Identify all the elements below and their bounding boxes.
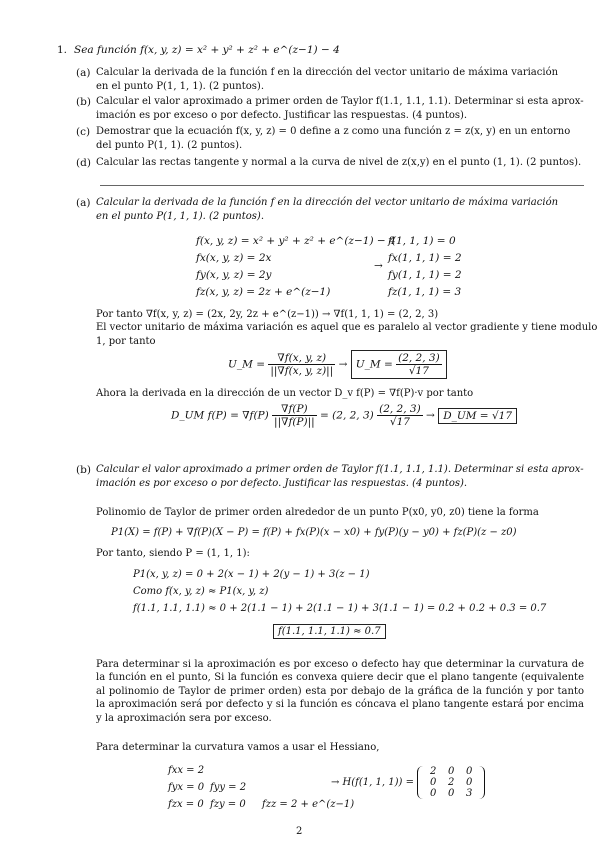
part-a-line1: Calcular la derivada de la función f en la dirección del vector unitario de máxima variación bbox=[96, 67, 559, 78]
matrix-cell: 0 bbox=[447, 766, 455, 777]
matrix-cell: 0 bbox=[465, 777, 473, 788]
sol-a-arrow: → bbox=[374, 260, 383, 272]
um-box-numerator: (2, 2, 3) bbox=[398, 352, 440, 364]
part-b-label: (b) bbox=[76, 96, 91, 108]
sol-a-deriv-text: Ahora la derivada en la dirección de un vector D_v f(P) = ∇f(P)·v por tanto bbox=[96, 388, 474, 399]
matrix-cell: 0 bbox=[465, 766, 473, 777]
hess-fyx: fyx = 0 bbox=[168, 782, 205, 793]
sol-a-deriv-formula: D_UM f(P) = ∇f(P) $\frac{\nabla f(P)}{||\nabla f(P)||}$ = (2, 2, 3) $\frac{(2, 2, 3)}{√17}$ → D_UM = √17 bbox=[171, 403, 517, 428]
hessian-matrix bbox=[417, 766, 485, 799]
sol-b-label: (b) bbox=[76, 464, 91, 476]
problem-number: 1. bbox=[57, 44, 68, 56]
d-denominator1: ||∇f(P)|| bbox=[274, 416, 315, 428]
um-fraction bbox=[268, 352, 335, 377]
um-numerator: ∇f(x, y, z) bbox=[268, 352, 335, 365]
hess-fzy: fzy = 0 bbox=[210, 799, 246, 810]
part-c-label: (c) bbox=[76, 126, 91, 138]
d-fraction1 bbox=[272, 403, 317, 428]
sol-a-eq-right-3: fz(1, 1, 1) = 3 bbox=[388, 286, 462, 298]
d-fraction2 bbox=[377, 403, 423, 428]
matrix-row bbox=[424, 777, 478, 788]
sol-a-eq-right-1: fx(1, 1, 1) = 2 bbox=[388, 252, 462, 264]
um-box-fraction bbox=[396, 352, 442, 377]
sol-a-eq-right-0: f(1, 1, 1) = 0 bbox=[388, 235, 456, 247]
d-mid: = (2, 2, 3) bbox=[320, 409, 374, 422]
hess-fxx: fxx = 2 bbox=[168, 765, 205, 776]
matrix-cell: 2 bbox=[429, 766, 437, 777]
part-b-line2: imación es por exceso o por defecto. Justificar las respuestas. (4 puntos). bbox=[96, 110, 468, 121]
sol-b-p1-eq: P1(x, y, z) = 0 + 2(x − 1) + 2(y − 1) + 3(z − 1) bbox=[133, 569, 370, 580]
sol-a-eq-left-3: fz(x, y, z) = 2z + e^(z−1) bbox=[196, 286, 331, 298]
hess-fzx: fzx = 0 bbox=[168, 799, 204, 810]
sol-a-eq-left-1: fx(x, y, z) = 2x bbox=[196, 252, 272, 264]
sol-a-eq-left-0: f(x, y, z) = x² + y² + z² + e^(z−1) − 4 bbox=[196, 235, 396, 247]
sol-b-siendo: Por tanto, siendo P = (1, 1, 1): bbox=[96, 548, 250, 559]
hess-lhs: → H(f(1, 1, 1)) = bbox=[331, 777, 414, 788]
sol-a-unit-text2: 1, por tanto bbox=[96, 336, 156, 347]
um-box-lhs: U_M = bbox=[355, 358, 393, 371]
sol-b-para2: Para determinar la curvatura vamos a usar el Hessiano, bbox=[96, 742, 380, 753]
part-c-line1: Demostrar que la ecuación f(x, y, z) = 0 define a z como una función z = z(x, y) en un entorno bbox=[96, 126, 571, 137]
sol-a-label: (a) bbox=[76, 197, 91, 209]
sol-a-gradient: Por tanto ∇f(x, y, z) = (2x, 2y, 2z + e^(z−1)) → ∇f(1, 1, 1) = (2, 2, 3) bbox=[96, 309, 439, 320]
sol-b-como: Como f(x, y, z) ≈ P1(x, y, z) bbox=[133, 586, 269, 597]
sol-b-para1: Para determinar si la aproximación es por exceso o defecto hay que determinar la curvatura de la función en el punto, Si la función es convexa quiere decir que el plano tangente (equivalente al polinomio de Taylor de primer orden) esta por debajo de la gráfica de la función y por tanto la aproximación será por defecto y si la función es cóncava el plano tangente estará por encima y la aproximación sera por exceso. bbox=[96, 659, 584, 724]
d-lhs: D_UM f(P) = ∇f(P) bbox=[171, 409, 269, 422]
sol-b-approx-box: f(1.1, 1.1, 1.1) ≈ 0.7 bbox=[273, 624, 386, 639]
section-divider bbox=[100, 185, 584, 186]
um-result-box bbox=[351, 350, 447, 379]
um-denominator: ||∇f(x, y, z)|| bbox=[270, 365, 334, 377]
sol-b-approx-eq: f(1.1, 1.1, 1.1) ≈ 0 + 2(1.1 − 1) + 2(1.1 − 1) + 3(1.1 − 1) = 0.2 + 0.2 + 0.3 = 0.7 bbox=[133, 603, 547, 614]
sol-b-title-line2: imación es por exceso o por defecto. Justificar las respuestas. (4 puntos). bbox=[96, 478, 468, 489]
d-numerator2: (2, 2, 3) bbox=[379, 403, 421, 415]
um-box-denominator: √17 bbox=[408, 365, 429, 377]
matrix-cell: 0 bbox=[429, 777, 437, 788]
matrix-row bbox=[424, 766, 478, 777]
d-result-box: D_UM = √17 bbox=[438, 408, 517, 424]
hessian bbox=[331, 766, 485, 799]
hess-fyy: fyy = 2 bbox=[210, 782, 247, 793]
matrix-cell: 0 bbox=[429, 788, 437, 799]
sol-b-poly-text: Polinomio de Taylor de primer orden alrededor de un punto P(x0, y0, z0) tiene la forma bbox=[96, 507, 539, 518]
page-number: 2 bbox=[296, 826, 303, 837]
sol-b-title-line1: Calcular el valor aproximado a primer orden de Taylor f(1.1, 1.1, 1.1). Determinar si esta aprox- bbox=[96, 464, 584, 475]
part-d-line1: Calcular las rectas tangente y normal a la curva de nivel de z(x,y) en el punto (1, 1). (2 puntos). bbox=[96, 157, 582, 168]
part-d-label: (d) bbox=[76, 157, 91, 169]
problem-intro: Sea función f(x, y, z) = x² + y² + z² + e^(z−1) − 4 bbox=[74, 44, 340, 56]
um-lhs: U_M = bbox=[228, 358, 265, 371]
part-b-line1: Calcular el valor aproximado a primer orden de Taylor f(1.1, 1.1, 1.1). Determinar si esta aprox- bbox=[96, 96, 584, 107]
matrix-cell: 3 bbox=[465, 788, 473, 799]
sol-a-title-line1: Calcular la derivada de la función f en la dirección del vector unitario de máxima variación bbox=[96, 197, 559, 208]
part-a-line2: en el punto P(1, 1, 1). (2 puntos). bbox=[96, 81, 264, 92]
sol-a-eq-left-2: fy(x, y, z) = 2y bbox=[196, 269, 272, 281]
sol-a-title-line2: en el punto P(1, 1, 1). (2 puntos). bbox=[96, 211, 264, 222]
sol-a-unit-text1: El vector unitario de máxima variación es aquel que es paralelo al vector gradiente y tiene modulo bbox=[96, 322, 598, 333]
matrix-cell: 0 bbox=[447, 788, 455, 799]
hess-fzz: fzz = 2 + e^(z−1) bbox=[262, 799, 355, 810]
part-a-label: (a) bbox=[76, 67, 91, 79]
sol-a-um-formula: U_M = $\frac{\nabla f(x, y, z)}{||\nabla f(x, y, z)||}$ → U_M = $\frac{(2, 2, 3)}{√17}$ bbox=[228, 350, 447, 379]
part-c-line2: del punto P(1, 1). (2 puntos). bbox=[96, 140, 243, 151]
sol-a-eq-right-2: fy(1, 1, 1) = 2 bbox=[388, 269, 462, 281]
matrix-row bbox=[424, 788, 478, 799]
matrix-cell: 2 bbox=[447, 777, 455, 788]
sol-b-poly-eq: P1(X) = f(P) + ∇f(P)(X − P) = f(P) + fx(P)(x − x0) + fy(P)(y − y0) + fz(P)(z − z0) bbox=[111, 527, 517, 538]
d-numerator1: ∇f(P) bbox=[272, 403, 317, 416]
d-denominator2: √17 bbox=[389, 416, 410, 428]
